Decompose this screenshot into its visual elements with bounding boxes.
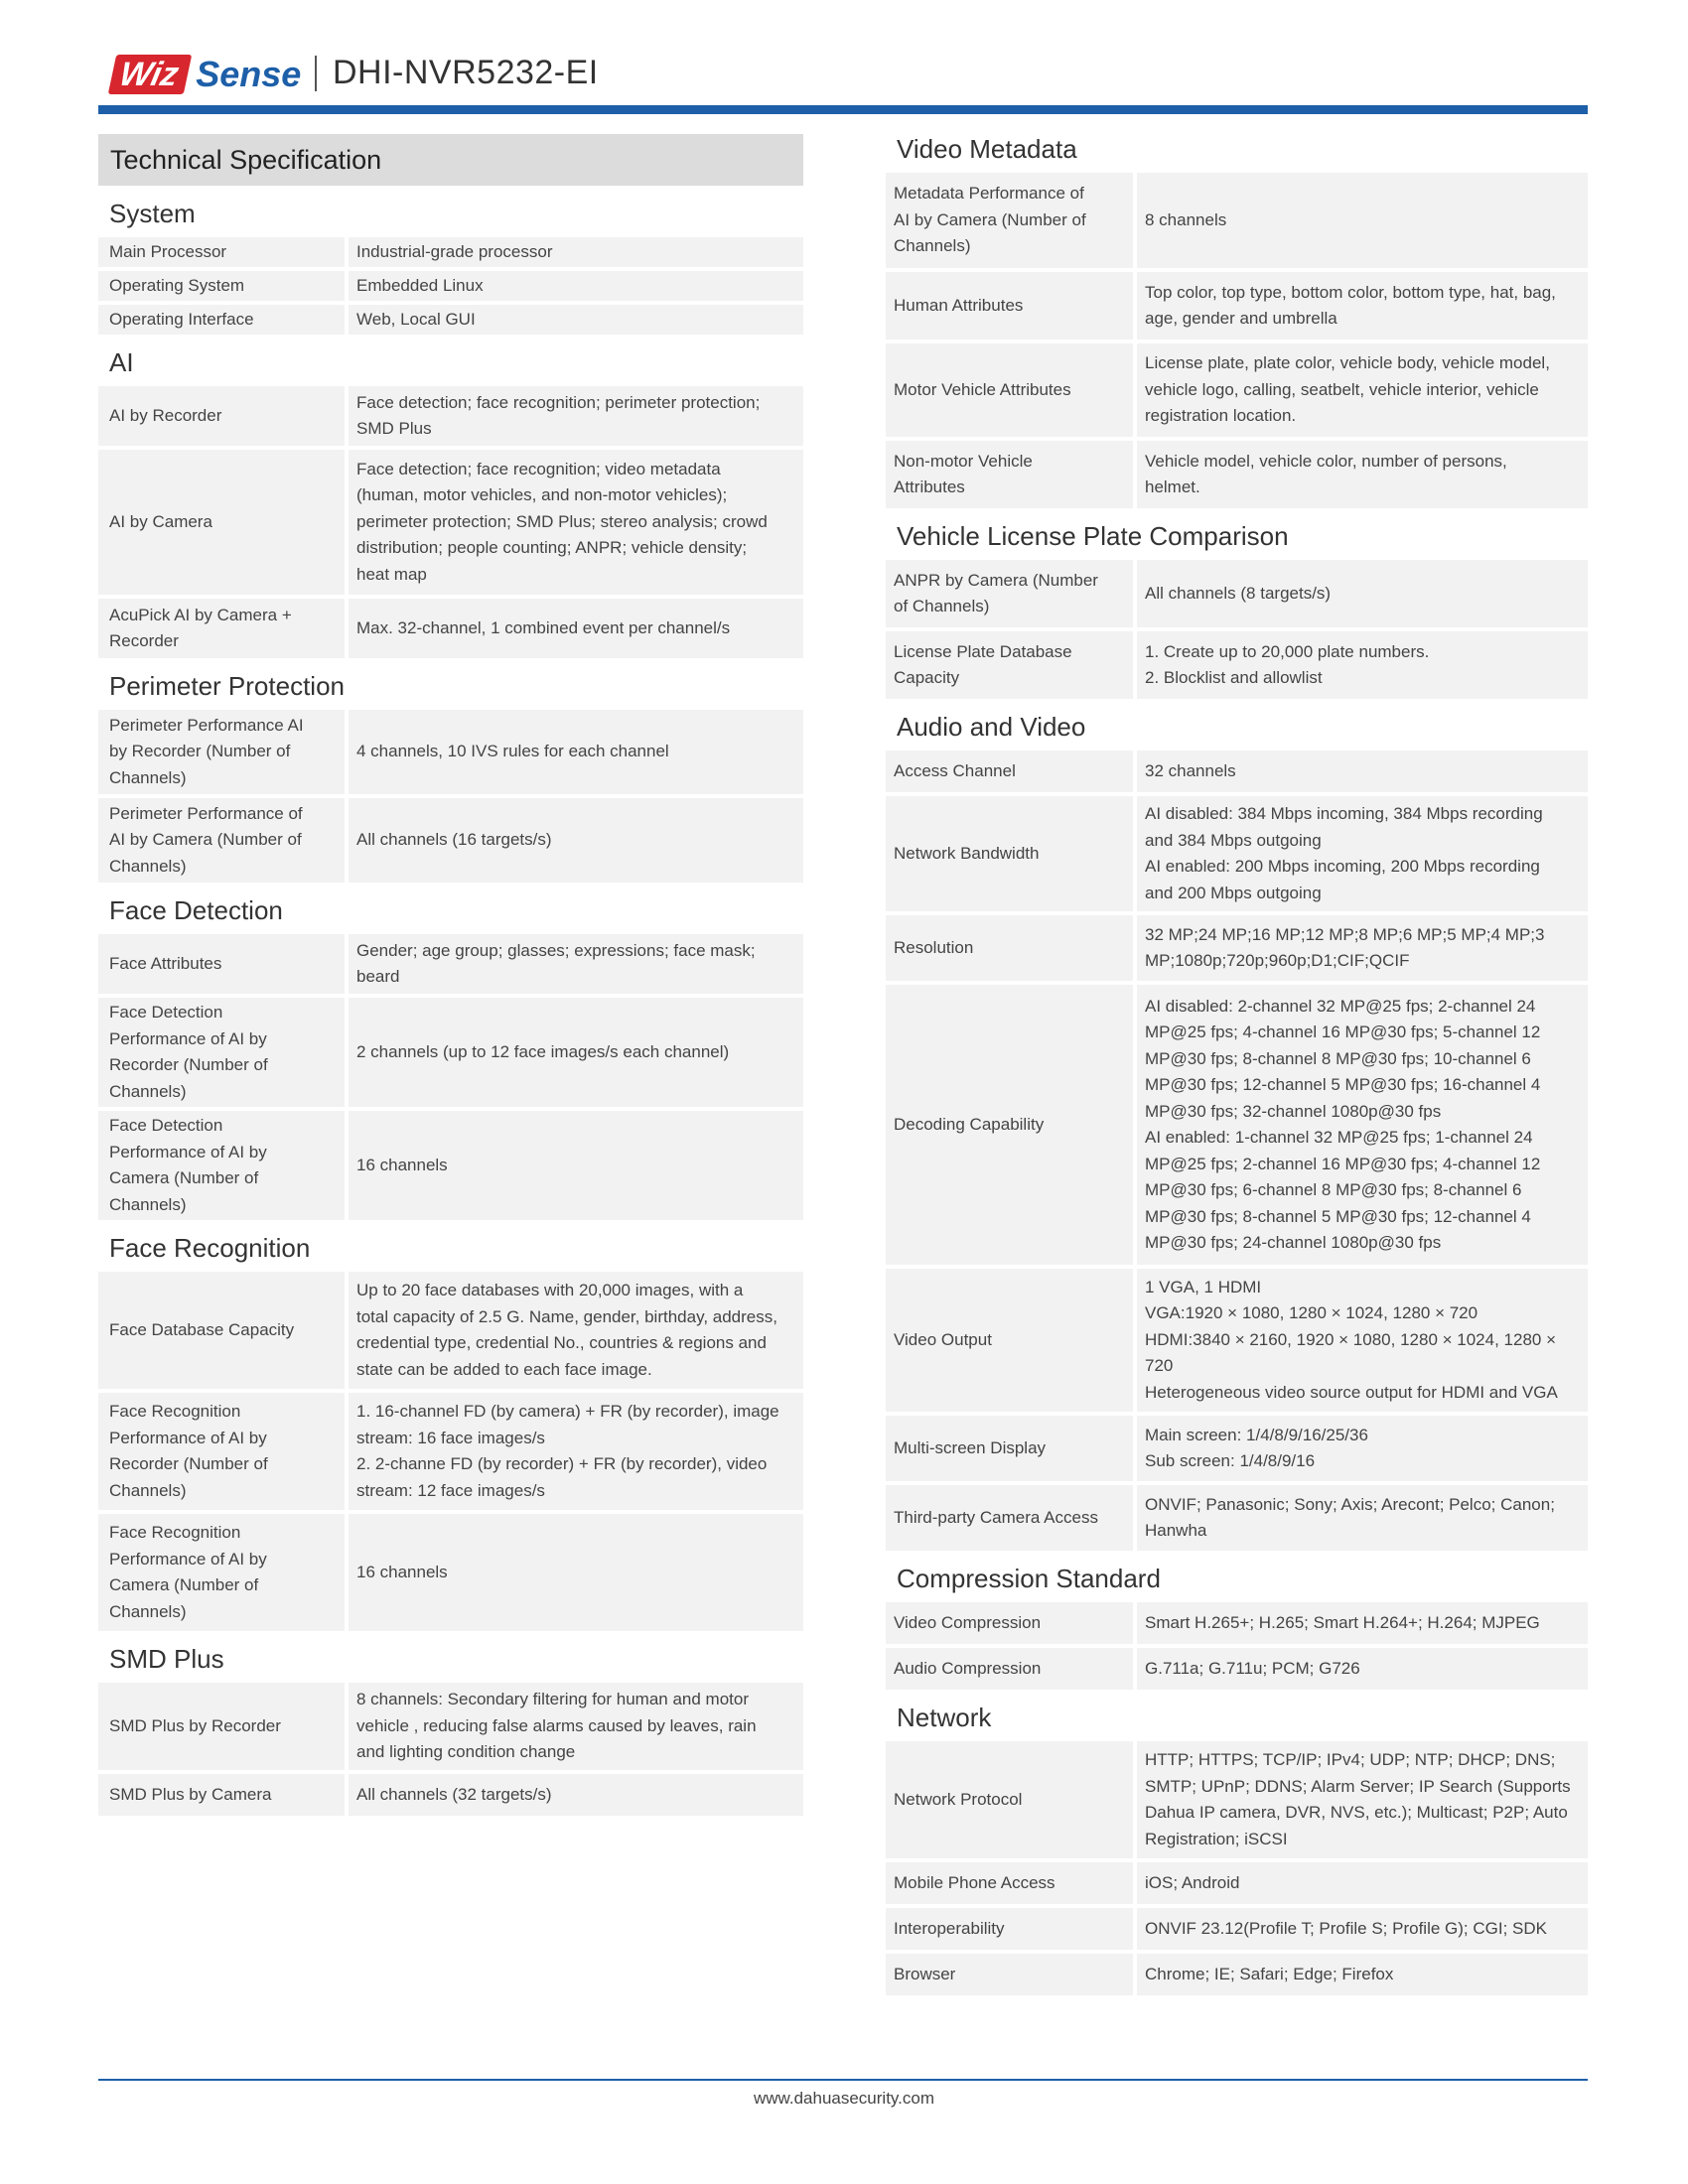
spec-row — [886, 1862, 1589, 1904]
spec-key: Interoperability — [886, 1908, 1133, 1950]
spec-row — [886, 560, 1589, 627]
spec-value: Face detection; face recognition; perimeter protection; SMD Plus — [349, 386, 803, 446]
spec-value: 4 channels, 10 IVS rules for each channel — [349, 710, 803, 794]
spec-row — [98, 1272, 803, 1389]
spec-key: Human Attributes — [886, 272, 1133, 340]
spec-value: HTTP; HTTPS; TCP/IP; IPv4; UDP; NTP; DHCP; DNS; SMTP; UPnP; DDNS; Alarm Server; IP Search (Supports Dahua IP camera, DVR, NVS, etc.); Multicast; P2P; Auto Registration; iSCSI — [1137, 1741, 1588, 1858]
spec-row — [98, 1393, 803, 1510]
spec-row — [886, 1741, 1589, 1858]
spec-key: Audio Compression — [886, 1648, 1133, 1690]
spec-row — [98, 998, 803, 1107]
section-title: Network — [897, 1703, 992, 1732]
spec-row — [98, 237, 803, 267]
spec-value: 8 channels: Secondary filtering for human and motor vehicle , reducing false alarms caused by leaves, rain and lighting condition change — [349, 1683, 803, 1770]
spec-value: Gender; age group; glasses; expressions; face mask; beard — [349, 934, 803, 994]
section-ai — [98, 339, 803, 658]
spec-row — [98, 1514, 803, 1631]
spec-key: AI by Recorder — [98, 386, 345, 446]
spec-row — [98, 798, 803, 883]
spec-row — [886, 1269, 1589, 1412]
spec-row — [886, 272, 1589, 340]
section-title: Face Recognition — [109, 1233, 311, 1263]
spec-value: Up to 20 face databases with 20,000 images, with a total capacity of 2.5 G. Name, gender, birthday, address, credential type, credential No., countries & regions and state can be added to each face image. — [349, 1272, 803, 1389]
section-title: Compression Standard — [897, 1564, 1161, 1593]
spec-key: Non-motor Vehicle Attributes — [886, 441, 1133, 508]
section-face-detection — [98, 887, 803, 1220]
spec-row — [886, 631, 1589, 699]
wizsense-logo — [112, 52, 301, 97]
section-network — [886, 1694, 1589, 1995]
section-title: AI — [109, 347, 134, 377]
left-column — [98, 134, 803, 1820]
spec-row — [98, 386, 803, 446]
right-column — [886, 125, 1589, 1999]
spec-key: Access Channel — [886, 751, 1133, 792]
section-title: SMD Plus — [109, 1644, 224, 1674]
logo-wiz-text: Wiz — [108, 55, 193, 94]
spec-key: Face Recognition Performance of AI by Camera (Number of Channels) — [98, 1514, 345, 1631]
spec-key: Motor Vehicle Attributes — [886, 343, 1133, 437]
spec-key: Face Detection Performance of AI by Recorder (Number of Channels) — [98, 998, 345, 1107]
spec-row — [98, 599, 803, 658]
spec-key: Perimeter Performance of AI by Camera (Number of Channels) — [98, 798, 345, 883]
spec-value: Embedded Linux — [349, 271, 803, 301]
section-face-recognition — [98, 1224, 803, 1631]
spec-key: Multi-screen Display — [886, 1416, 1133, 1481]
spec-key: Video Output — [886, 1269, 1133, 1412]
spec-row — [886, 796, 1589, 911]
spec-row — [886, 173, 1589, 268]
spec-row — [886, 1648, 1589, 1690]
spec-key: SMD Plus by Recorder — [98, 1683, 345, 1770]
spec-row — [886, 1416, 1589, 1481]
spec-value: 16 channels — [349, 1514, 803, 1631]
section-compression — [886, 1555, 1589, 1690]
header-divider — [315, 56, 317, 91]
spec-key: ANPR by Camera (Number of Channels) — [886, 560, 1133, 627]
spec-row — [886, 1908, 1589, 1950]
page-header — [98, 50, 1588, 101]
spec-row — [98, 271, 803, 301]
spec-row — [886, 1485, 1589, 1551]
spec-value: License plate, plate color, vehicle body, vehicle model, vehicle logo, calling, seatbelt, vehicle interior, vehicle registration location. — [1137, 343, 1588, 437]
spec-key: Network Protocol — [886, 1741, 1133, 1858]
spec-row — [886, 441, 1589, 508]
section-title: Video Metadata — [897, 134, 1077, 164]
spec-key: Decoding Capability — [886, 985, 1133, 1265]
section-title: Audio and Video — [897, 712, 1086, 742]
header-rule — [98, 105, 1588, 114]
spec-value: Smart H.265+; H.265; Smart H.264+; H.264; MJPEG — [1137, 1602, 1588, 1644]
spec-row — [98, 710, 803, 794]
spec-value: All channels (16 targets/s) — [349, 798, 803, 883]
spec-value: 16 channels — [349, 1111, 803, 1220]
spec-key: Perimeter Performance AI by Recorder (Number of Channels) — [98, 710, 345, 794]
section-video-metadata — [886, 125, 1589, 508]
spec-key: Operating System — [98, 271, 345, 301]
spec-key: Main Processor — [98, 237, 345, 267]
footer-rule — [98, 2079, 1588, 2081]
spec-value: 32 MP;24 MP;16 MP;12 MP;8 MP;6 MP;5 MP;4 MP;3 MP;1080p;720p;960p;D1;CIF;QCIF — [1137, 915, 1588, 981]
spec-key: Resolution — [886, 915, 1133, 981]
spec-value: All channels (8 targets/s) — [1137, 560, 1588, 627]
spec-value: G.711a; G.711u; PCM; G726 — [1137, 1648, 1588, 1690]
spec-banner: Technical Specification — [98, 134, 803, 186]
spec-value: Vehicle model, vehicle color, number of persons, helmet. — [1137, 441, 1588, 508]
spec-key: SMD Plus by Camera — [98, 1774, 345, 1816]
section-license-plate — [886, 512, 1589, 699]
footer-url[interactable]: www.dahuasecurity.com — [753, 2089, 935, 2108]
spec-value: Face detection; face recognition; video metadata (human, motor vehicles, and non-motor vehicles); perimeter protection; SMD Plus; stereo analysis; crowd distribution; people counting; ANPR; vehicle density; heat map — [349, 450, 803, 595]
spec-key: Face Recognition Performance of AI by Recorder (Number of Channels) — [98, 1393, 345, 1510]
section-title: Perimeter Protection — [109, 671, 345, 701]
spec-value: 1. 16-channel FD (by camera) + FR (by recorder), image stream: 16 face images/s 2. 2-channe FD (by recorder) + FR (by recorder), video stream: 12 face images/s — [349, 1393, 803, 1510]
spec-row — [98, 305, 803, 335]
section-audio-video — [886, 703, 1589, 1551]
spec-value: iOS; Android — [1137, 1862, 1588, 1904]
spec-key: AcuPick AI by Camera + Recorder — [98, 599, 345, 658]
spec-key: Face Attributes — [98, 934, 345, 994]
spec-row — [98, 1774, 803, 1816]
spec-key: Browser — [886, 1954, 1133, 1995]
spec-key: Video Compression — [886, 1602, 1133, 1644]
spec-value: Top color, top type, bottom color, bottom type, hat, bag, age, gender and umbrella — [1137, 272, 1588, 340]
spec-row — [98, 450, 803, 595]
spec-value: Main screen: 1/4/8/9/16/25/36 Sub screen: 1/4/8/9/16 — [1137, 1416, 1588, 1481]
model-number: DHI-NVR5232-EI — [333, 54, 599, 91]
spec-key: Mobile Phone Access — [886, 1862, 1133, 1904]
section-perimeter-protection — [98, 662, 803, 883]
section-title: System — [109, 199, 196, 228]
spec-row — [886, 343, 1589, 437]
logo-sense-text: Sense — [196, 54, 302, 94]
spec-value: ONVIF 23.12(Profile T; Profile S; Profile G); CGI; SDK — [1137, 1908, 1588, 1950]
section-title: Vehicle License Plate Comparison — [897, 521, 1289, 551]
spec-value: AI disabled: 384 Mbps incoming, 384 Mbps recording and 384 Mbps outgoing AI enabled: 200 Mbps incoming, 200 Mbps recording and 200 Mbps outgoing — [1137, 796, 1588, 911]
spec-row — [98, 1683, 803, 1770]
spec-key: Third-party Camera Access — [886, 1485, 1133, 1551]
spec-value: 2 channels (up to 12 face images/s each channel) — [349, 998, 803, 1107]
spec-row — [98, 1111, 803, 1220]
section-smd-plus — [98, 1635, 803, 1816]
spec-key: License Plate Database Capacity — [886, 631, 1133, 699]
spec-value: Max. 32-channel, 1 combined event per channel/s — [349, 599, 803, 658]
spec-value: Industrial-grade processor — [349, 237, 803, 267]
spec-key: Metadata Performance of AI by Camera (Number of Channels) — [886, 173, 1133, 268]
spec-row — [886, 915, 1589, 981]
spec-row — [886, 985, 1589, 1265]
spec-value: 1 VGA, 1 HDMI VGA:1920 × 1080, 1280 × 1024, 1280 × 720 HDMI:3840 × 2160, 1920 × 1080, 1280 × 1024, 1280 × 720 Heterogeneous video source output for HDMI and VGA — [1137, 1269, 1588, 1412]
spec-key: Face Detection Performance of AI by Camera (Number of Channels) — [98, 1111, 345, 1220]
spec-key: AI by Camera — [98, 450, 345, 595]
spec-value: All channels (32 targets/s) — [349, 1774, 803, 1816]
spec-row — [886, 751, 1589, 792]
spec-value: 32 channels — [1137, 751, 1588, 792]
spec-value: 8 channels — [1137, 173, 1588, 268]
section-system — [98, 190, 803, 335]
spec-value: 1. Create up to 20,000 plate numbers. 2. Blocklist and allowlist — [1137, 631, 1588, 699]
spec-value: AI disabled: 2-channel 32 MP@25 fps; 2-channel 24 MP@25 fps; 4-channel 16 MP@30 fps; 5-channel 12 MP@30 fps; 8-channel 8 MP@30 fps; 10-channel 6 MP@30 fps; 12-channel 5 MP@30 fps; 16-channel 4 MP@30 fps; 32-channel 1080p@30 fps AI enabled: 1-channel 32 MP@25 fps; 1-channel 24 MP@25 fps; 2-channel 16 MP@30 fps; 4-channel 12 MP@30 fps; 6-channel 8 MP@30 fps; 8-channel 6 MP@30 fps; 8-channel 5 MP@30 fps; 12-channel 4 MP@30 fps; 24-channel 1080p@30 fps — [1137, 985, 1588, 1265]
spec-row — [98, 934, 803, 994]
spec-value: Web, Local GUI — [349, 305, 803, 335]
spec-key: Operating Interface — [98, 305, 345, 335]
spec-value: ONVIF; Panasonic; Sony; Axis; Arecont; Pelco; Canon; Hanwha — [1137, 1485, 1588, 1551]
spec-row — [886, 1602, 1589, 1644]
spec-key: Face Database Capacity — [98, 1272, 345, 1389]
spec-key: Network Bandwidth — [886, 796, 1133, 911]
spec-value: Chrome; IE; Safari; Edge; Firefox — [1137, 1954, 1588, 1995]
section-title: Face Detection — [109, 895, 283, 925]
spec-row — [886, 1954, 1589, 1995]
